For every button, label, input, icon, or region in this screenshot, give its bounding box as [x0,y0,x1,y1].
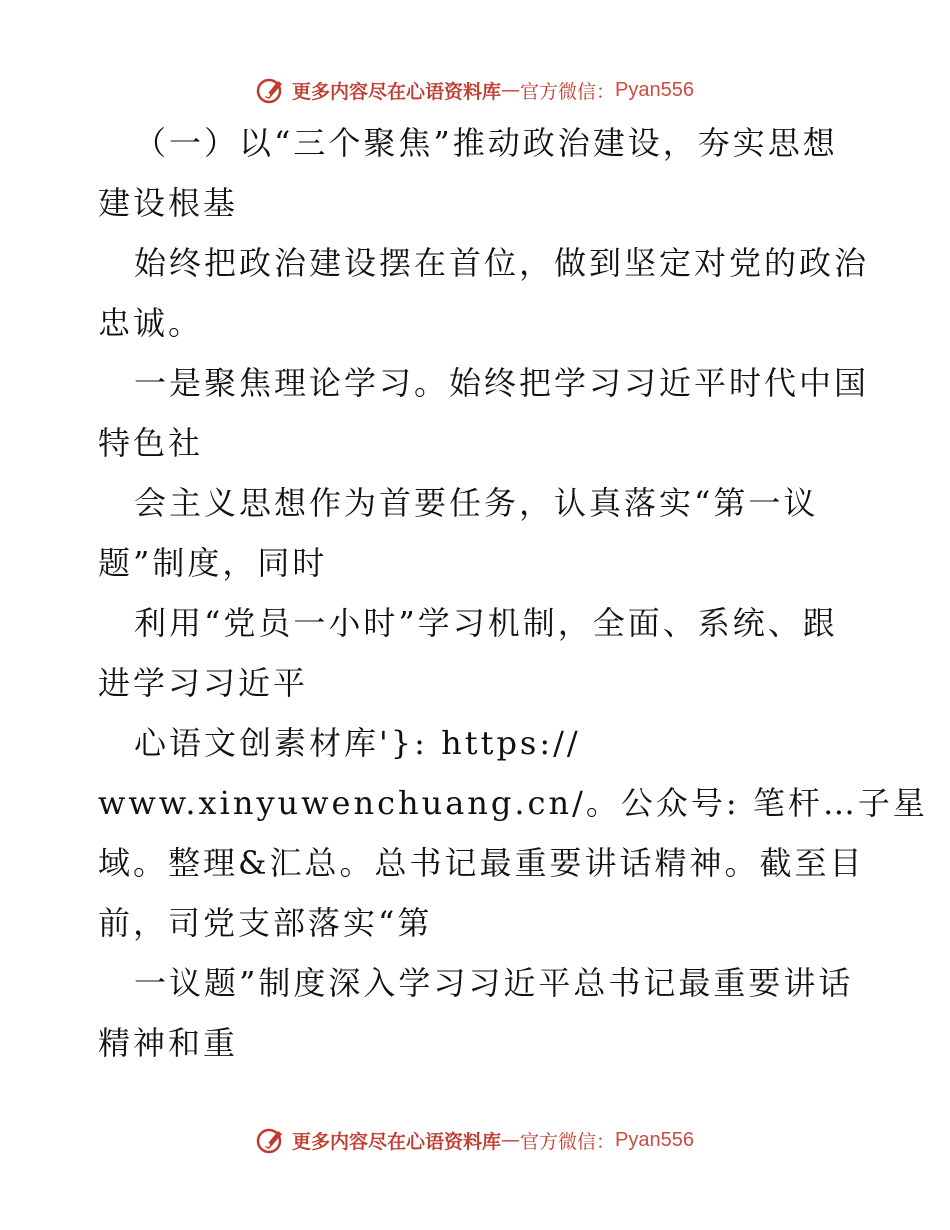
body-line: 进学习习近平 [98,664,309,702]
footer-separator: — [501,1129,521,1151]
header-banner [0,70,950,110]
body-line: 建设根基 [98,184,239,222]
header-separator: — [501,79,521,101]
body-line: 一议题”制度深入学习习近平总书记最重要讲话 [134,964,854,1002]
body-line: （一）以“三个聚焦”推动政治建设，夯实思想 [134,124,838,162]
footer-banner [0,1120,950,1160]
body-line: 一是聚焦理论学习。始终把学习习近平时代中国 [134,364,870,402]
header-wechat-id: Pyan556 [615,78,694,101]
pen-nib-logo-icon [256,75,286,105]
body-line: 心语文创素材库'}: https:// [134,724,581,762]
pen-nib-logo-icon [256,1125,286,1155]
body-line: 精神和重 [98,1024,239,1062]
document-body [98,113,928,1073]
body-line: 利用“党员一小时”学习机制，全面、系统、跟 [134,604,838,642]
body-line: 题”制度，同时 [98,544,328,582]
footer-tagline: 更多内容尽在心语资料库 [292,1130,502,1153]
header-wechat-label: 官方微信： [520,80,616,103]
body-line: www.xinyuwenchuang.cn/。公众号: 笔杆…子星 [98,784,928,822]
body-line: 特色社 [98,424,204,462]
footer-wechat-id: Pyan556 [615,1128,694,1151]
body-line: 忠诚。 [98,304,204,342]
body-line: 会主义思想作为首要任务，认真落实“第一议 [134,484,819,522]
body-line: 前，司党支部落实“第 [98,904,433,942]
header-tagline: 更多内容尽在心语资料库 [292,80,502,103]
footer-wechat-label: 官方微信： [520,1130,616,1153]
body-line: 域。整理&汇总。总书记最重要讲话精神。截至目 [98,844,865,882]
body-line: 始终把政治建设摆在首位，做到坚定对党的政治 [134,244,870,282]
